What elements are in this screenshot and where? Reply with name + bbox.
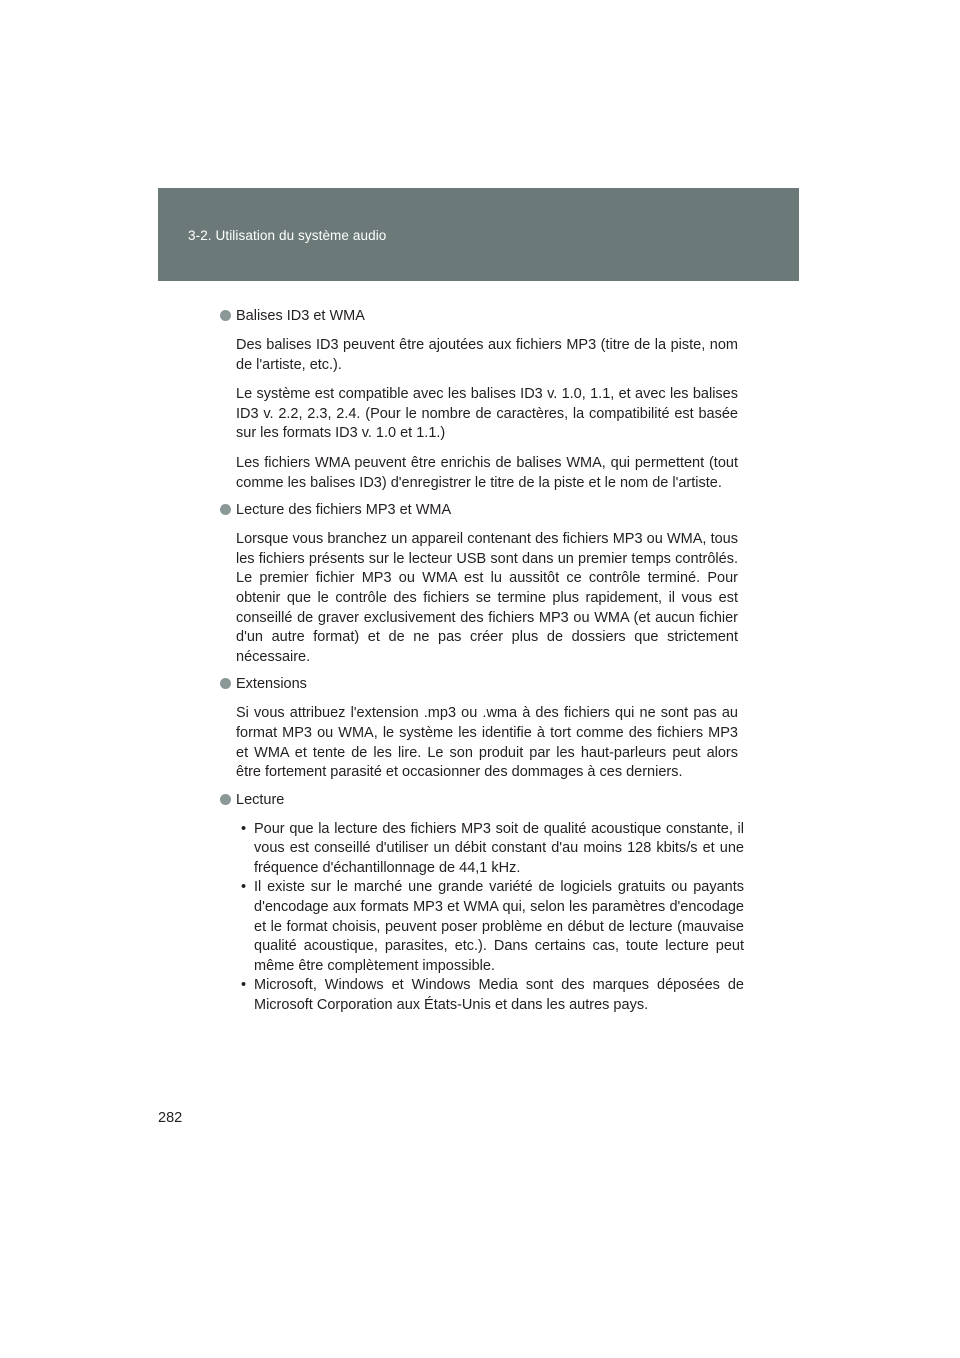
bullet-dot-icon	[220, 678, 231, 689]
section-heading	[220, 674, 738, 694]
bullet-mark: •	[241, 977, 247, 994]
paragraph: Lorsque vous branchez un appareil contenant des fichiers MP3 ou WMA, tous les fichiers présents sur le lecteur USB sont dans un premier temps contrôlés. Le premier fichier MP3 ou WMA est lu aussitôt ce contrôle terminé. Pour obtenir que le contrôle des fichiers se termine plus rapidement, il vous est conseillé de graver exclusivement des fichiers MP3 ou WMA (et aucun fichier d'un autre format) et de ne pas créer plus de dossiers que strictement nécessaire.	[236, 531, 738, 665]
section-heading-text: Lecture des fichiers MP3 et WMA	[236, 502, 452, 519]
list-item-text: Microsoft, Windows et Windows Media sont des marques déposées de Microsoft Corporation aux États-Unis et dans les autres pays.	[254, 977, 744, 1014]
list-item	[236, 976, 744, 1015]
paragraph: Les fichiers WMA peuvent être enrichis de balises WMA, qui permettent (tout comme les balises ID3) d'enregistrer le titre de la piste et le nom de l'artiste.	[236, 454, 738, 491]
list-item-text: Pour que la lecture des fichiers MP3 soit de qualité acoustique constante, il vous est conseillé d'utiliser un débit constant d'au moins 128 kbits/s et une fréquence d'échantillonnage de 44,1 kHz.	[254, 820, 744, 876]
section-heading-text: Balises ID3 et WMA	[236, 308, 365, 324]
paragraph: Si vous attribuez l'extension .mp3 ou .wma à des fichiers qui ne sont pas au format MP3 ou WMA, le système les identifie à tort comme des fichiers MP3 et WMA et tente de les lire. Le son produit par les haut-parleurs peut alors être fortement parasité et occasionner des dommages à ces derniers.	[236, 705, 738, 781]
bullet-dot-icon	[220, 310, 231, 321]
section-title: 3-2. Utilisation du système audio	[188, 228, 387, 243]
section-heading	[220, 500, 738, 520]
list-item	[236, 820, 744, 879]
section-header-band	[158, 188, 799, 281]
paragraph: Le système est compatible avec les balises ID3 v. 1.0, 1.1, et avec les balises ID3 v. 2.2, 2.3, 2.4. (Pour le nombre de caractères, la compatibilité est basée sur les formats ID3 v. 1.0 et 1.1.)	[236, 386, 738, 442]
section-id3-wma	[220, 306, 738, 493]
list-item-text: Il existe sur le marché une grande variété de logiciels gratuits ou payants d'encodage aux formats MP3 et WMA qui, selon les paramètres d'encodage et le format choisis, peuvent poser problème en début de lecture (mauvaise qualité acoustique, parasites, etc.). Dans certains cas, toute lecture peut même être complètement impossible.	[254, 879, 744, 974]
bullet-mark: •	[241, 820, 247, 837]
bullet-mark: •	[241, 879, 247, 896]
bullet-list	[220, 820, 744, 1016]
bullet-dot-icon	[220, 794, 231, 805]
section-heading	[220, 790, 738, 810]
section-lecture-fichiers	[220, 500, 738, 667]
section-heading-text: Lecture	[236, 791, 285, 808]
page-number: 282	[158, 1110, 183, 1126]
section-heading-text: Extensions	[236, 676, 307, 693]
section-extensions	[220, 674, 738, 782]
page-content	[220, 306, 744, 1016]
paragraph: Des balises ID3 peuvent être ajoutées aux fichiers MP3 (titre de la piste, nom de l'artiste, etc.).	[236, 337, 738, 373]
list-item	[236, 878, 744, 976]
section-lecture	[220, 790, 744, 1016]
bullet-dot-icon	[220, 504, 231, 515]
section-heading	[220, 306, 738, 326]
